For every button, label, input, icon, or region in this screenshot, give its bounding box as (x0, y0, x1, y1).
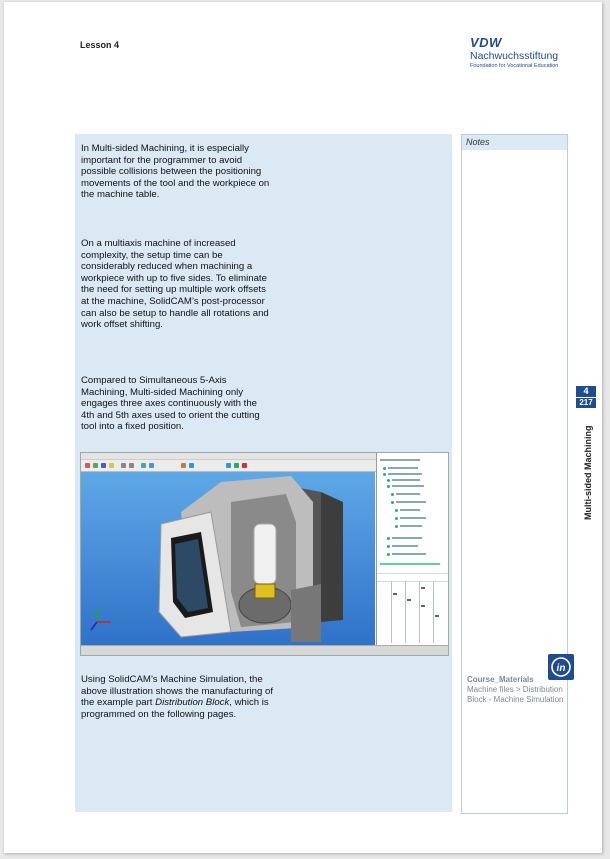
toolbar-icon (85, 463, 90, 468)
tree-row (396, 493, 420, 495)
notes-panel (461, 134, 568, 814)
timeline-mark (421, 587, 425, 589)
paragraph-2: On a multiaxis machine of increased complexity, the setup time can be considerably reduced when machining a workpiece with up to five sides. To eliminate the need for setting up multiple work offsets at the machine, SolidCAM’s post-processor can also be setup to handle all rotations and work offset shifting. (81, 238, 269, 331)
logo-name: Nachwuchsstiftung (470, 50, 559, 62)
sim-tree-panel (376, 453, 449, 645)
tree-row (380, 459, 420, 461)
tree-row (392, 537, 422, 539)
paragraph-4-tail: , which is programmed on the following pages. (81, 697, 269, 720)
axis-z (91, 622, 97, 630)
chapter-number: 4 (583, 386, 589, 396)
grid-line (377, 581, 449, 582)
tree-node-icon (395, 525, 398, 528)
sim-statusbar (81, 645, 448, 655)
toolbar-icon (242, 463, 247, 468)
tree-row (392, 553, 426, 555)
machine-simulation-screenshot (80, 452, 449, 656)
machine-base-right (291, 584, 321, 642)
grid-line (391, 581, 392, 643)
tree-node-icon (395, 509, 398, 512)
course-materials-link[interactable]: Machine files > Distribution (467, 685, 563, 694)
tree-row (388, 467, 418, 469)
tree-row (400, 525, 422, 527)
toolbar-icon (93, 463, 98, 468)
paragraph-4 (81, 674, 281, 720)
panel-divider (380, 563, 440, 565)
tree-row (392, 485, 424, 487)
grid-line (377, 573, 449, 574)
notes-title: Notes (466, 137, 490, 147)
paragraph-4-text: Using SolidCAM’s Machine Simulation, the above illustration shows the manufacturing of the example part (81, 674, 273, 709)
spindle-head (254, 524, 276, 584)
toolbar-icon (189, 463, 194, 468)
grid-line (419, 581, 420, 643)
tree-row (396, 501, 426, 503)
svg-text:in: in (556, 663, 566, 674)
tree-row (392, 545, 418, 547)
tree-node-icon (383, 473, 386, 476)
paragraph-1: In Multi-sided Machining, it is especially important for the programmer to avoid possible collisions between the positioning movements of the tool and the workpiece on the machine table. (81, 143, 270, 201)
toolbar-icon (109, 463, 114, 468)
workpiece (255, 584, 275, 598)
timeline-mark (421, 605, 425, 607)
machine-model-drawing (81, 472, 375, 645)
section-title-vertical: Multi-sided Machining (583, 425, 593, 520)
lesson-label: Lesson 4 (80, 40, 120, 50)
toolbar-icon (121, 463, 126, 468)
toolbar-icon (234, 463, 239, 468)
tree-node-icon (387, 479, 390, 482)
tree-row (388, 473, 422, 475)
tree-row (400, 509, 420, 511)
badge-svg (548, 654, 574, 680)
toolbar-icon (129, 463, 134, 468)
sim-3d-viewport (81, 472, 375, 645)
tree-node-icon (387, 545, 390, 548)
tree-row (400, 517, 426, 519)
tree-node-icon (391, 493, 394, 496)
chapter-tab (576, 386, 596, 408)
part-name: Distribution Block (155, 697, 230, 709)
grid-line (433, 581, 434, 643)
sim-menubar (81, 453, 376, 460)
tree-node-icon (383, 467, 386, 470)
timeline-mark (407, 599, 411, 601)
main-content-panel (75, 134, 452, 812)
timeline-mark (435, 615, 439, 617)
tree-node-icon (395, 517, 398, 520)
course-materials-link-2[interactable]: Block - Machine Simulation (467, 695, 564, 704)
toolbar-icon (149, 463, 154, 468)
tree-row (392, 479, 420, 481)
tree-node-icon (387, 485, 390, 488)
timeline-mark (393, 593, 397, 595)
toolbar-icon (141, 463, 146, 468)
grid-line (405, 581, 406, 643)
toolbar-icon (101, 463, 106, 468)
page-number: 217 (576, 397, 596, 408)
tree-node-icon (387, 537, 390, 540)
logo-subtitle: Foundation for Vocational Education (470, 63, 559, 69)
course-materials-icon (548, 654, 574, 680)
paragraph-3: Compared to Simultaneous 5-Axis Machining, Multi-sided Machining only engages three axes continuously with the 4th and 5th axes used to orient the cutting tool into a fixed position. (81, 375, 260, 433)
logo-mark: VDW (470, 35, 502, 50)
tree-node-icon (387, 553, 390, 556)
tree-node-icon (391, 501, 394, 504)
course-materials-title: Course_Materials (467, 675, 534, 684)
toolbar-icon (226, 463, 231, 468)
vdw-logo (470, 36, 580, 70)
toolbar-icon (181, 463, 186, 468)
machine-side-wall (321, 492, 343, 622)
